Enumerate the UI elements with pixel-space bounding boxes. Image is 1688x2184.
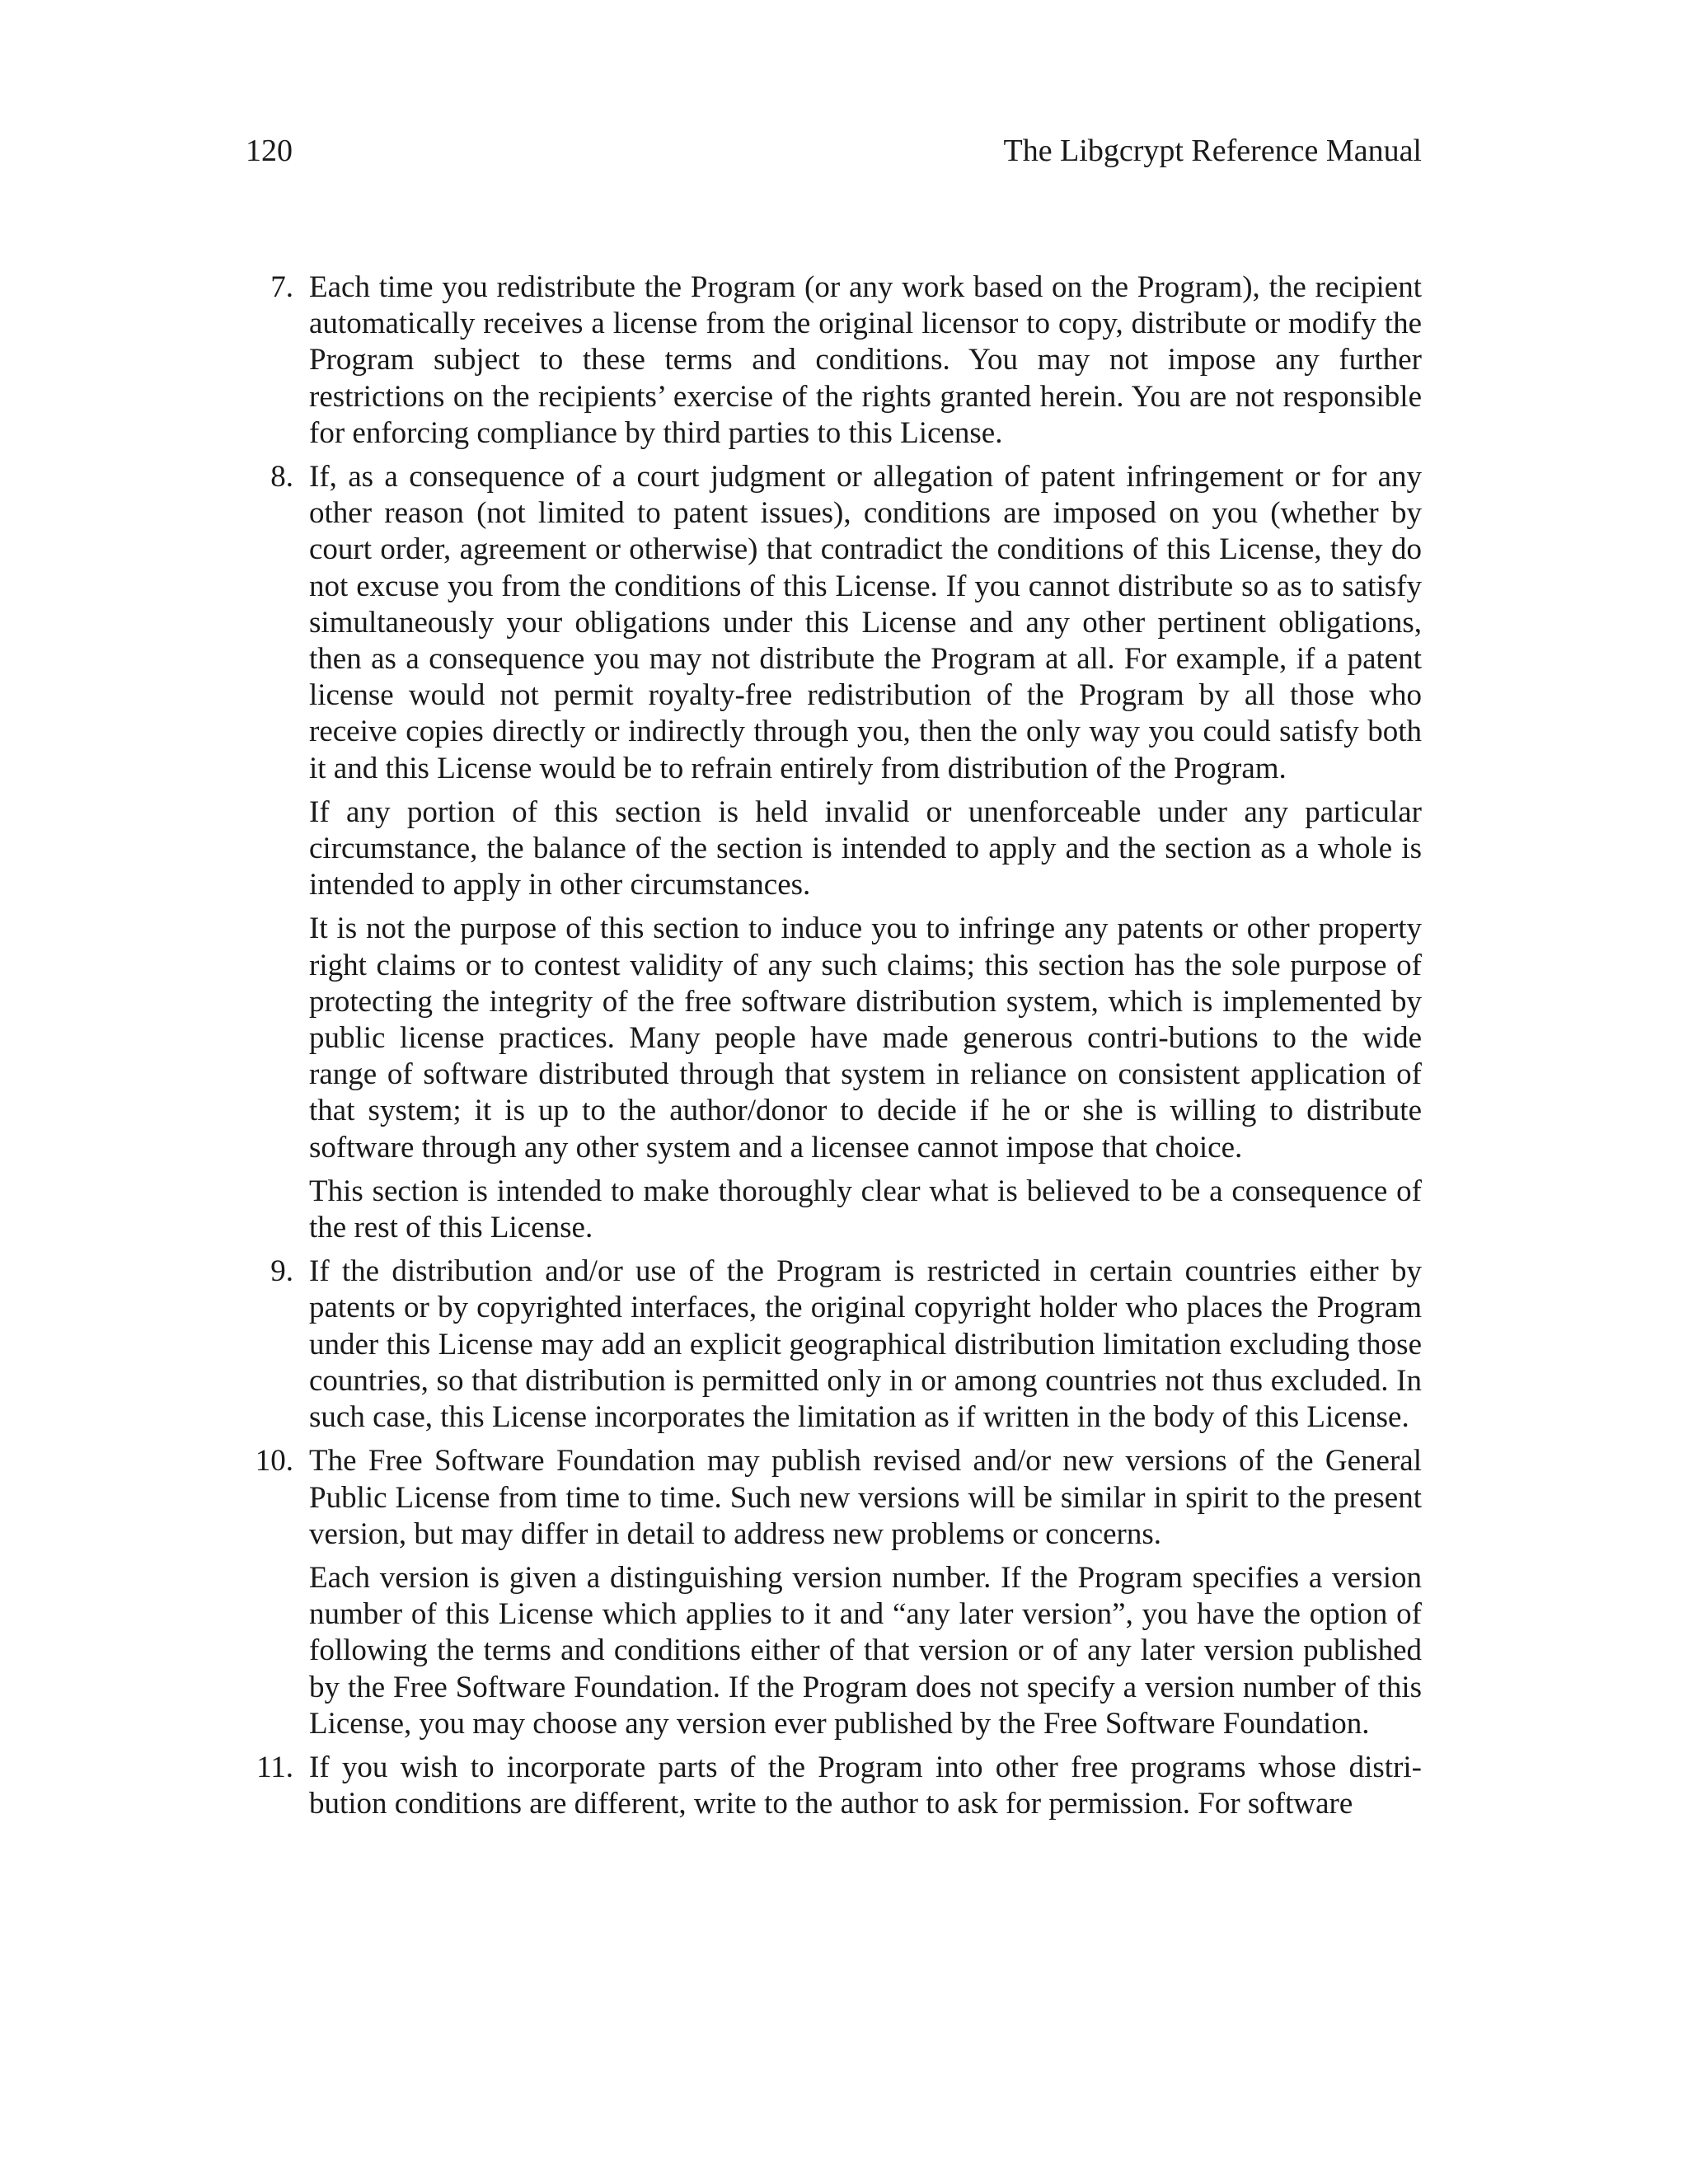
- paragraph: It is not the purpose of this section to induce you to infringe any patents or other property right claims or to contest validity of any such claims; this section has the sole purpose of protecting the integrity of the free software distribution system, which is implemented by public license practices. Many people have made generous contri-butions to the wide range of software distributed through that system in reliance on consistent application of that system; it is up to the author/donor to decide if he or she is willing to distribute software through any other system and a licensee cannot impose that choice.: [309, 912, 1422, 1165]
- item-number: 8.: [270, 460, 293, 494]
- paragraph: The Free Software Foundation may publish revised and/or new versions of the General Public License from time to time. Such new versions will be similar in spirit to the present version, but may differ in detail to address new problems or concerns.: [309, 1444, 1422, 1551]
- page-header: [246, 130, 1422, 171]
- list-item-7: [270, 269, 1422, 452]
- paragraph: If, as a consequence of a court judgment or allegation of patent infringement or for any other reason (not limited to patent issues), conditions are imposed on you (whether by court order, agreement or otherwise) that contradict the conditions of this License, they do not excuse you from the conditions of this License. If you cannot distribute so as to satisfy simultaneously your obligations under this License and any other pertinent obligations, then as a consequence you may not distribute the Program at all. For example, if a patent license would not permit royalty-free redistribution of the Program by all those who receive copies directly or indirectly through you, then the only way you could satisfy both it and this License would be to refrain entirely from distribution of the Program.: [309, 460, 1422, 785]
- paragraph: If any portion of this section is held invalid or unenforceable under any particular circumstance, the balance of the section is intended to apply and the section as a whole is intended to apply in other circumstances.: [309, 794, 1422, 902]
- list-item-10: [255, 1443, 1422, 1742]
- list-item-11: [256, 1750, 1422, 1822]
- item-number: 10.: [255, 1444, 293, 1479]
- paragraph: Each time you redistribute the Program (or any work based on the Program), the recipient automatically receives a license from the original licensor to copy, distribute or modify the Program subject to these terms and conditions. You may not impose any further restrictions on the recipients’ exercise of the rights granted herein. You are not responsible for enforcing compliance by third parties to this License.: [309, 270, 1422, 450]
- list-item-8: [270, 459, 1422, 1246]
- paragraph: This section is intended to make thoroughly clear what is believed to be a consequence of the rest of this License.: [309, 1174, 1422, 1245]
- paragraph: Each version is given a distinguishing version number. If the Program specifies a version number of this License which applies to it and “any later version”, you have the option of following the terms and conditions either of that version or of any later version published by the Free Software Foundation. If the Program does not specify a version number of this License, you may choose any version ever published by the Free Software Foundation.: [309, 1560, 1422, 1741]
- paragraph: If you wish to incorporate parts of the Program into other free programs whose distri-bution conditions are different, write to the author to ask for permission. For software: [309, 1750, 1422, 1821]
- license-section: [255, 269, 1422, 1830]
- item-number: 11.: [256, 1750, 293, 1784]
- paragraph: If the distribution and/or use of the Program is restricted in certain countries either by patents or by copyrighted interfaces, the original copyright holder who places the Program under this License may add an explicit geographical distribution limitation excluding those countries, so that distribution is permitted only in or among countries not thus excluded. In such case, this License incorporates the limitation as if written in the body of this License.: [309, 1254, 1422, 1435]
- running-title: The Libgcrypt Reference Manual: [1003, 134, 1422, 168]
- item-number: 7.: [270, 270, 293, 304]
- list-item-9: [270, 1254, 1422, 1436]
- item-number: 9.: [270, 1254, 293, 1289]
- page-number: 120: [246, 134, 293, 168]
